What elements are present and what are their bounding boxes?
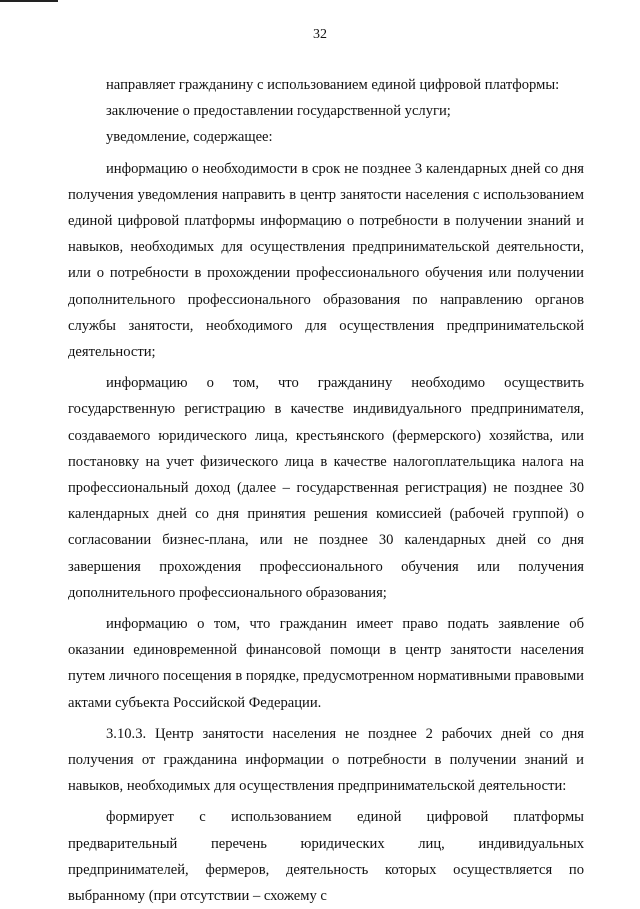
paragraph-2: заключение о предоставлении государственной услуги; (106, 103, 451, 120)
top-rule (0, 0, 58, 2)
paragraph-4: информацию о необходимости в срок не позднее 3 календарных дней со дня получения уведомления направить в центр занятости населения с использованием единой цифровой платформы информацию о потребности в получении знаний и навыков, необходимых для осуществления предпринимательской деятельности, или о потребности в прохождении профессионального обучения или получении дополнительного профессионального образования по направлению органов службы занятости, необходимого для осуществления предпринимательской деятельности; (68, 160, 584, 361)
paragraph-5: информацию о том, что гражданину необходимо осуществить государственную регистрацию в качестве индивидуального предпринимателя, создаваемого юридического лица, крестьянского (фермерского) хозяйства, или постановку на учет физического лица в качестве налогоплательщика налога на профессиональный доход (далее – государственная регистрация) не позднее 30 календарных дней со дня принятия решения комиссией (рабочей группой) о согласовании бизнес-плана, или не позднее 30 календарных дней со дня завершения прохождения профессионального обучения или получения дополнительного профессионального образования; (68, 375, 584, 601)
paragraph-3: уведомление, содержащее: (106, 129, 273, 146)
document-body (68, 72, 584, 909)
paragraph-8: формирует с использованием единой цифровой платформы предварительный перечень юридических лиц, индивидуальных предпринимателей, фермеров, деятельность которых осуществляется по выбранному (при отсутствии – схожему с (68, 809, 584, 905)
paragraph-7: 3.10.3. Центр занятости населения не позднее 2 рабочих дней со дня получения от гражданина информации о потребности в получении знаний и навыков, необходимых для осуществления предпринимательской деятельности: (68, 725, 584, 795)
paragraph-1: направляет гражданину с использованием единой цифровой платформы: (106, 77, 560, 93)
page-number: 32 (313, 27, 327, 42)
paragraph-6: информацию о том, что гражданин имеет право подать заявление об оказании единовременной финансовой помощи в центр занятости населения путем личного посещения в порядке, предусмотренном нормативными правовыми актами субъекта Российской Федерации. (68, 616, 584, 711)
